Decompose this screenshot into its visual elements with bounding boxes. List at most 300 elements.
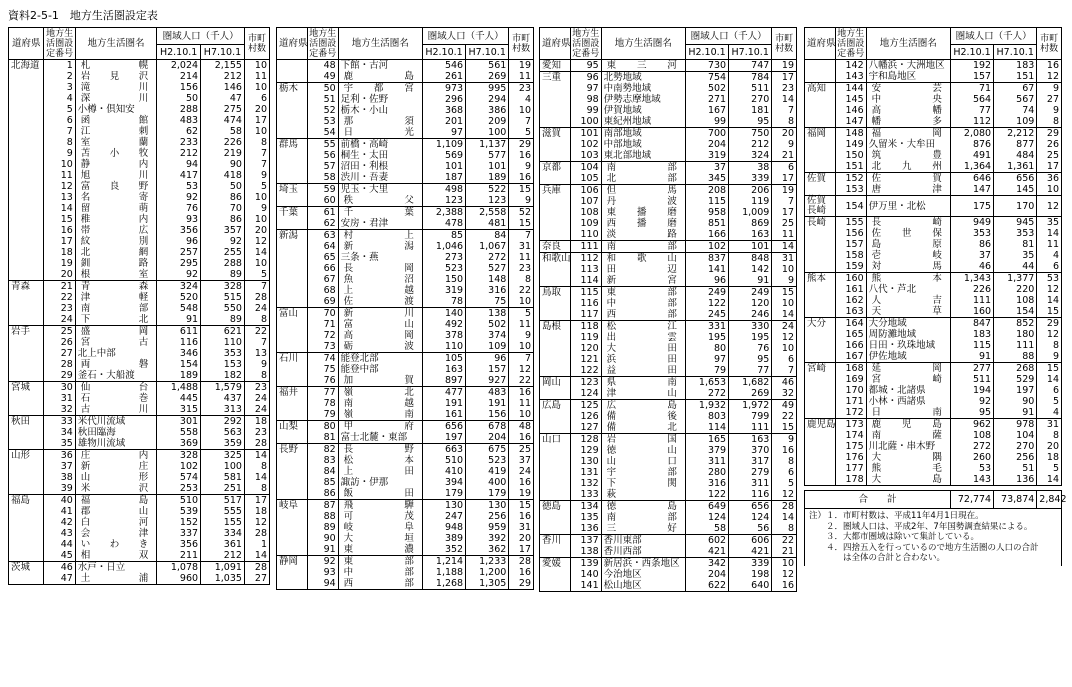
municipality-count-cell: 10 [509,409,534,421]
table-row [277,285,534,296]
municipality-count-cell: 10 [509,296,534,308]
prefecture-cell [805,116,836,128]
pop-h7-cell: 353 [994,228,1037,239]
table-row [540,207,797,218]
pop-h7-cell: 400 [466,477,509,488]
municipality-count-cell: 31 [509,522,534,533]
code-cell: 9 [44,148,75,159]
pop-h2-cell: 511 [950,374,993,385]
area-name-cell: 日光 [338,127,422,139]
table-row [540,150,797,162]
area-name-cell: 南薩 [866,430,950,441]
table-row [540,72,797,84]
prefecture-cell [277,127,308,139]
code-cell: 14 [44,203,75,214]
code-cell: 75 [307,364,338,375]
municipality-count-cell: 12 [772,489,797,501]
code-cell: 17 [44,236,75,247]
code-cell: 79 [307,409,338,421]
pop-h2-cell: 53 [950,463,993,474]
code-cell: 29 [44,370,75,382]
prefecture-cell [277,263,308,274]
municipality-count-cell: 23 [509,263,534,274]
code-cell: 166 [835,340,866,351]
code-cell: 114 [570,275,601,287]
municipality-count-cell: 19 [772,60,797,72]
code-cell: 139 [570,558,601,570]
area-name-cell: 嶺南 [338,409,422,421]
pop-h2-cell: 295 [157,258,201,269]
table-row [277,444,534,456]
prefecture-cell [540,478,571,489]
area-name-cell: 北部 [601,173,685,185]
code-cell: 102 [570,139,601,150]
area-name-cell: 淡路 [601,229,685,241]
pop-h2-cell: 316 [685,478,728,489]
area-name-cell: 中南勢地域 [601,83,685,94]
prefecture-cell [277,544,308,556]
pop-h2-cell: 949 [950,217,993,229]
pop-h7-cell: 848 [729,253,772,265]
pop-h7-cell: 219 [201,148,245,159]
municipality-count-cell: 22 [509,285,534,296]
municipality-count-cell: 17 [244,495,269,507]
table-row [805,116,1062,128]
prefecture-cell [277,161,308,172]
area-name-cell: 備北 [601,422,685,434]
code-cell: 95 [570,60,601,72]
prefecture-cell [277,285,308,296]
pop-h7-cell: 220 [994,284,1037,295]
pop-h7-cell: 529 [994,374,1037,385]
pop-h2-cell: 523 [422,263,465,274]
pop-h2-cell: 154 [157,359,201,370]
code-cell: 117 [570,309,601,321]
municipality-count-cell: 21 [772,150,797,162]
area-name-cell: 新潟 [338,241,422,252]
area-name-cell: 香川西部 [601,546,685,558]
municipality-count-cell: 28 [772,501,797,513]
area-name-cell: 小林・西諸県 [866,396,950,407]
prefecture-cell: 山形 [9,450,44,462]
area-name-cell: 帯広 [75,225,156,236]
prefecture-cell [277,477,308,488]
pop-h2-cell: 130 [422,500,465,512]
area-name-cell: 足利・佐野 [338,94,422,105]
pop-h2-cell: 663 [422,444,465,456]
pop-h7-cell: 1,377 [994,273,1037,285]
area-name-cell: 可茂 [338,511,422,522]
prefecture-cell [805,105,836,116]
code-cell: 108 [570,207,601,218]
area-name-cell: 長崎 [866,217,950,229]
table-row [540,512,797,523]
pop-h2-cell: 311 [685,456,728,467]
code-cell: 135 [570,512,601,523]
code-cell: 128 [570,434,601,446]
prefecture-cell: 香川 [540,535,571,547]
code-cell: 163 [835,306,866,318]
area-name-cell: 留萌 [75,203,156,214]
area-name-cell: 川北薩・串木野 [866,441,950,452]
table-row [9,115,270,126]
prefecture-cell [805,441,836,452]
code-cell: 120 [570,343,601,354]
municipality-count-cell: 17 [772,72,797,84]
pop-h7-cell: 249 [729,287,772,299]
prefecture-cell [540,150,571,162]
prefecture-cell [277,511,308,522]
municipality-count-cell: 6 [772,354,797,365]
code-cell: 115 [570,287,601,299]
municipality-count-cell: 8 [244,137,269,148]
prefecture-cell: 佐賀 [805,173,836,185]
area-name-cell: 安房・君津 [338,218,422,230]
prefecture-cell [540,83,571,94]
municipality-count-cell: 9 [509,330,534,341]
total-row [805,491,1062,509]
header-h7: H7.10.1 [466,45,509,60]
area-name-cell: 名寄 [75,192,156,203]
pop-h7-cell: 511 [729,83,772,94]
pop-h7-cell: 153 [201,359,245,370]
table-row [9,573,270,585]
header-area-name: 地方生活圏名 [75,28,156,60]
pop-h2-cell: 602 [685,535,728,547]
code-cell: 11 [44,170,75,181]
pop-h7-cell: 656 [729,501,772,513]
code-cell: 82 [307,444,338,456]
table-row [805,94,1062,105]
area-name-cell: 両磐 [75,359,156,370]
prefecture-cell [277,218,308,230]
area-name-cell: 能登北部 [338,353,422,365]
code-cell: 42 [44,517,75,528]
area-name-cell: 盛岡 [75,326,156,338]
municipality-count-cell: 5 [244,181,269,192]
area-name-cell: 宇和島地区 [866,71,950,83]
area-name-cell: いわき [75,539,156,550]
municipality-count-cell: 18 [244,416,269,428]
prefecture-cell: 群馬 [277,139,308,151]
prefecture-cell [9,203,44,214]
table-row [277,533,534,544]
municipality-count-cell: 10 [244,126,269,137]
prefecture-cell [540,456,571,467]
municipality-count-cell: 6 [1037,261,1062,273]
pop-h7-cell: 145 [994,184,1037,196]
area-name-cell: 備後 [601,411,685,422]
prefecture-cell [805,239,836,250]
pop-h2-cell: 253 [157,483,201,495]
pop-h2-cell: 247 [422,511,465,522]
area-name-cell: 岩国 [601,434,685,446]
pop-h7-cell: 75 [466,296,509,308]
municipality-count-cell: 5 [509,308,534,320]
table-row [277,375,534,387]
pop-h2-cell: 301 [157,416,201,428]
area-name-cell: 延岡 [866,363,950,375]
code-cell: 116 [570,298,601,309]
area-name-cell: 米沢 [75,483,156,495]
table-row [277,207,534,219]
area-name-cell: 大分地域 [866,318,950,330]
area-name-cell: 八幡浜・大洲地区 [866,60,950,72]
municipality-count-cell: 15 [509,500,534,512]
municipality-count-cell: 4 [509,94,534,105]
table-row [277,421,534,433]
municipality-count-cell: 28 [244,438,269,450]
code-cell: 54 [307,127,338,139]
pop-h7-cell: 581 [201,472,245,483]
prefecture-cell [9,404,44,416]
table-row [277,544,534,556]
pop-h2-cell: 962 [950,419,993,431]
prefecture-cell: 和歌山 [540,253,571,265]
code-cell: 85 [307,477,338,488]
area-name-cell: 中部 [338,567,422,578]
table-row [540,478,797,489]
municipality-count-cell: 15 [509,218,534,230]
table-row [277,172,534,184]
code-cell: 124 [570,388,601,400]
pop-h7-cell: 89 [201,314,245,326]
code-cell: 84 [307,466,338,477]
pop-h7-cell: 362 [466,544,509,556]
municipality-count-cell: 28 [244,292,269,303]
pop-h2-cell: 197 [422,432,465,444]
pop-h7-cell: 550 [201,303,245,314]
table-row [277,432,534,444]
area-name-cell: 高岡 [338,330,422,341]
table-row [9,258,270,269]
prefecture-cell [540,354,571,365]
pop-h2-cell: 730 [685,60,728,72]
pop-h7-cell: 157 [466,364,509,375]
area-name-cell: 佐賀 [866,173,950,185]
table-row [9,269,270,281]
municipality-count-cell: 16 [772,580,797,592]
pop-h2-cell: 656 [422,421,465,433]
pop-h7-cell: 995 [466,83,509,95]
pop-h7-cell: 209 [466,116,509,127]
table-row [805,463,1062,474]
municipality-count-cell: 19 [509,488,534,500]
pop-h2-cell: 152 [157,517,201,528]
prefecture-cell: 宮崎 [805,363,836,375]
municipality-count-cell: 35 [1037,217,1062,229]
code-cell: 158 [835,250,866,261]
prefecture-cell [9,170,44,181]
municipality-count-cell: 9 [509,195,534,207]
prefecture-cell: 千葉 [277,207,308,219]
pop-h7-cell: 339 [729,173,772,185]
pop-h2-cell: 288 [157,104,201,115]
table-row [805,363,1062,375]
table-row [277,184,534,196]
code-cell: 71 [307,319,338,330]
code-cell: 38 [44,472,75,483]
pop-h2-cell: 483 [157,115,201,126]
prefecture-cell [540,264,571,275]
pop-h7-cell: 1,579 [201,382,245,394]
area-name-cell: 諏訪・伊那 [338,477,422,488]
prefecture-cell: 鹿児島 [805,419,836,431]
municipality-count-cell: 20 [509,533,534,544]
prefecture-cell [9,472,44,483]
area-name-cell: 津山 [601,388,685,400]
table-row [540,546,797,558]
pop-h7-cell: 606 [729,535,772,547]
pop-h2-cell: 973 [422,83,465,95]
prefecture-cell [805,374,836,385]
prefecture-cell [805,474,836,486]
pop-h7-cell: 325 [201,450,245,462]
municipality-count-cell: 22 [509,375,534,387]
pop-h2-cell: 62 [157,126,201,137]
code-cell: 24 [44,314,75,326]
header-prefecture: 道府県 [540,28,571,60]
pop-h7-cell: 100 [201,461,245,472]
pop-h2-cell: 204 [685,569,728,580]
pop-h7-cell: 130 [466,500,509,512]
pop-h7-cell: 275 [201,104,245,115]
pop-h2-cell: 214 [157,71,201,82]
prefecture-cell [540,218,571,229]
table-row [805,452,1062,463]
pop-h7-cell: 189 [466,172,509,184]
header-municipalities: 市町村数 [244,28,269,60]
pop-h2-cell: 337 [157,528,201,539]
pop-h7-cell: 370 [729,445,772,456]
pop-h7-cell: 484 [994,150,1037,161]
code-cell: 33 [44,416,75,428]
municipality-count-cell: 52 [509,207,534,219]
code-cell: 25 [44,326,75,338]
prefecture-cell [540,105,571,116]
pop-h2-cell: 851 [685,218,728,229]
table-row [540,434,797,446]
prefecture-cell: 埼玉 [277,184,308,196]
code-cell: 138 [570,546,601,558]
area-name-cell: 香川東部 [601,535,685,547]
municipality-count-cell: 25 [509,444,534,456]
pop-h2-cell: 803 [685,411,728,422]
table-row [277,511,534,522]
code-cell: 141 [570,580,601,592]
pop-h2-cell: 165 [685,434,728,446]
code-cell: 36 [44,450,75,462]
area-name-cell: 浜田 [601,354,685,365]
table-row [540,253,797,265]
pop-h7-cell: 95 [729,354,772,365]
municipality-count-cell: 10 [244,82,269,93]
prefecture-cell [9,438,44,450]
municipality-count-cell: 7 [509,230,534,242]
table-row [9,314,270,326]
municipality-count-cell: 15 [1037,306,1062,318]
header-h7: H7.10.1 [994,45,1037,60]
table-row [9,506,270,517]
prefecture-cell: 長崎 [805,217,836,229]
municipality-count-cell: 14 [772,94,797,105]
table-row [540,400,797,412]
municipality-count-cell: 17 [509,544,534,556]
municipality-count-cell: 14 [1037,374,1062,385]
area-name-cell: 鹿児島 [866,419,950,431]
pop-h2-cell: 91 [157,314,201,326]
table-row [9,236,270,247]
municipality-count-cell: 8 [244,370,269,382]
pop-h2-cell: 1,109 [422,139,465,151]
area-name-cell: 上越 [338,285,422,296]
pop-h7-cell: 91 [994,407,1037,419]
table-row [805,173,1062,185]
area-name-cell: 郡山 [75,506,156,517]
table-row [9,247,270,258]
prefecture-cell [805,161,836,173]
pop-h7-cell: 111 [729,422,772,434]
code-cell: 64 [307,241,338,252]
pop-h7-cell: 195 [729,332,772,343]
table-row [805,340,1062,351]
table-row [9,370,270,382]
pop-h7-cell: 523 [466,455,509,466]
header-h2: H2.10.1 [950,45,993,60]
area-name-cell: 根室 [75,269,156,281]
code-cell: 59 [307,184,338,196]
pop-h2-cell: 91 [950,351,993,363]
pop-h2-cell: 346 [157,348,201,359]
prefecture-cell: 愛知 [540,60,571,72]
area-name-cell: 東播磨 [601,207,685,218]
code-cell: 13 [44,192,75,203]
area-name-cell: 富山 [338,319,422,330]
note-line: ３．大都市圏域は除いて集計している。 [809,532,980,542]
municipality-count-cell: 11 [509,398,534,409]
municipality-count-cell: 10 [509,341,534,353]
municipality-count-cell: 10 [509,105,534,116]
header-population: 圏域人口（千人） [157,28,245,45]
table-row [540,196,797,207]
pop-h7-cell: 437 [201,393,245,404]
code-cell: 46 [44,562,75,574]
pop-h2-cell: 175 [950,196,993,217]
prefecture-cell [540,388,571,400]
pop-h2-cell: 389 [422,533,465,544]
pop-h2-cell: 97 [422,127,465,139]
code-cell: 3 [44,82,75,93]
pop-h2-cell: 167 [685,105,728,116]
municipality-count-cell: 11 [244,71,269,82]
pop-h2-cell: 204 [685,139,728,150]
code-cell: 31 [44,393,75,404]
prefecture-cell [9,303,44,314]
pop-h2-cell: 368 [422,105,465,116]
pop-h7-cell: 328 [201,281,245,293]
area-name-cell: 深川 [75,93,156,104]
prefecture-cell [277,364,308,375]
prefecture-cell [9,159,44,170]
pop-h7-cell: 179 [466,488,509,500]
total-municipalities: 2,842 [1037,491,1062,509]
municipality-count-cell: 24 [244,303,269,314]
municipality-count-cell: 31 [772,253,797,265]
municipality-count-cell: 7 [244,281,269,293]
prefecture-cell [540,512,571,523]
prefecture-cell [540,489,571,501]
pop-h7-cell: 945 [994,217,1037,229]
